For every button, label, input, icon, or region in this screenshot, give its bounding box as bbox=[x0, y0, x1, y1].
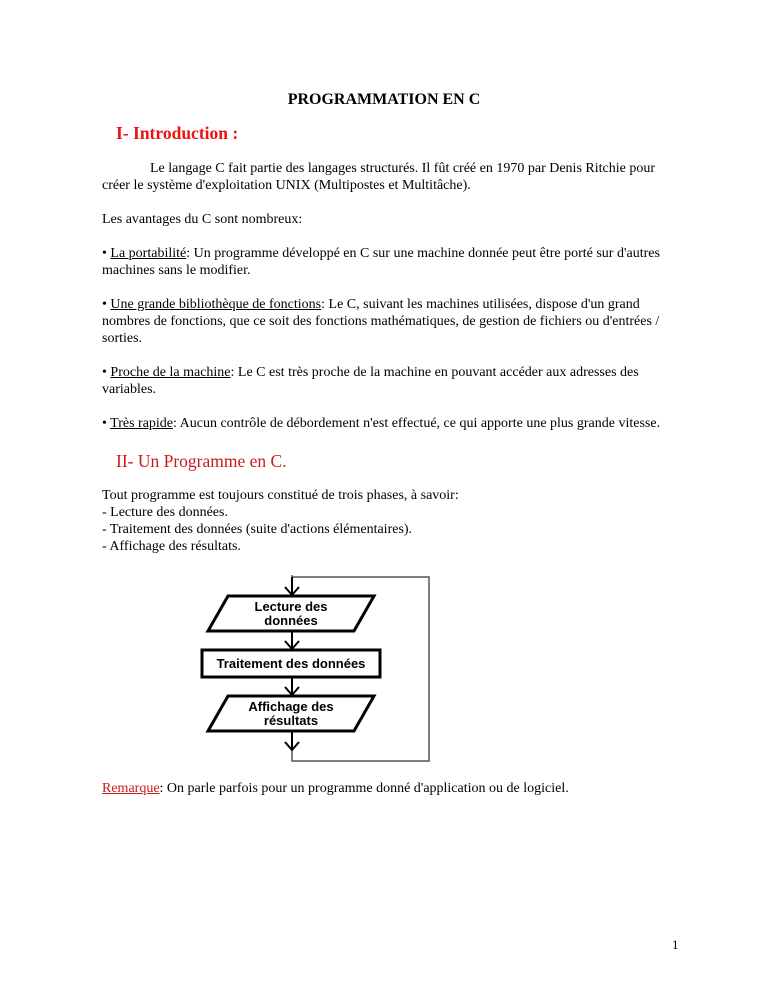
advantages-lead: Les avantages du C sont nombreux: bbox=[102, 212, 303, 227]
advantage-text: : Un programme développé en C sur une machine donnée peut être porté sur d'autres machines sans le modifier. bbox=[102, 246, 660, 278]
advantage-library bbox=[102, 296, 682, 347]
step-affichage-line2: résultats bbox=[263, 713, 319, 728]
step-traitement: Traitement des données bbox=[216, 656, 366, 671]
section-heading-program: II- Un Programme en C. bbox=[116, 451, 287, 471]
intro-paragraph: Le langage C fait partie des langages structurés. Il fût créé en 1970 par Denis Ritchie pour créer le système d'exploitation UNIX (Multipostes et Multitâche). bbox=[102, 161, 655, 193]
bullet: • bbox=[102, 365, 111, 380]
bullet: • bbox=[102, 297, 111, 312]
program-flowchart bbox=[198, 575, 438, 765]
advantage-fast bbox=[102, 415, 682, 432]
advantage-close-to-machine bbox=[102, 364, 682, 398]
advantage-term: Proche de la machine bbox=[110, 365, 231, 380]
remark-label: Remarque bbox=[102, 781, 160, 796]
page-number: 1 bbox=[672, 937, 679, 952]
advantage-text: : Aucun contrôle de débordement n'est effectué, ce qui apporte une plus grande vitesse. bbox=[173, 416, 661, 431]
section-heading-introduction: I- Introduction : bbox=[116, 123, 239, 143]
advantage-text: : Le C est très proche de la machine en pouvant accéder aux adresses des variables. bbox=[102, 365, 639, 397]
phases-lead: Tout programme est toujours constitué de trois phases, à savoir: bbox=[102, 488, 459, 503]
phase-item: - Affichage des résultats. bbox=[102, 539, 241, 554]
step-lecture-line2: données bbox=[264, 613, 318, 628]
step-affichage-line1: Affichage des bbox=[248, 699, 334, 714]
remark-paragraph bbox=[102, 780, 682, 797]
bullet: • bbox=[102, 416, 111, 431]
phase-item: - Traitement des données (suite d'actions élémentaires). bbox=[102, 522, 413, 537]
step-lecture-line1: Lecture des bbox=[254, 599, 328, 614]
document-title: PROGRAMMATION EN C bbox=[287, 91, 481, 108]
advantage-term: Une grande bibliothèque de fonctions bbox=[110, 297, 322, 312]
advantage-term: Très rapide bbox=[110, 416, 174, 431]
bullet: • bbox=[102, 246, 111, 261]
advantage-portability bbox=[102, 245, 682, 279]
remark-text: : On parle parfois pour un programme donné d'application ou de logiciel. bbox=[159, 781, 569, 796]
advantage-text: : Le C, suivant les machines utilisées, dispose d'un grand nombres de fonctions, que ce soit des fonctions mathématiques, de gestion de fichiers ou d'entrées / sorties. bbox=[102, 297, 660, 346]
advantage-term: La portabilité bbox=[110, 246, 187, 261]
phase-item: - Lecture des données. bbox=[102, 505, 228, 520]
